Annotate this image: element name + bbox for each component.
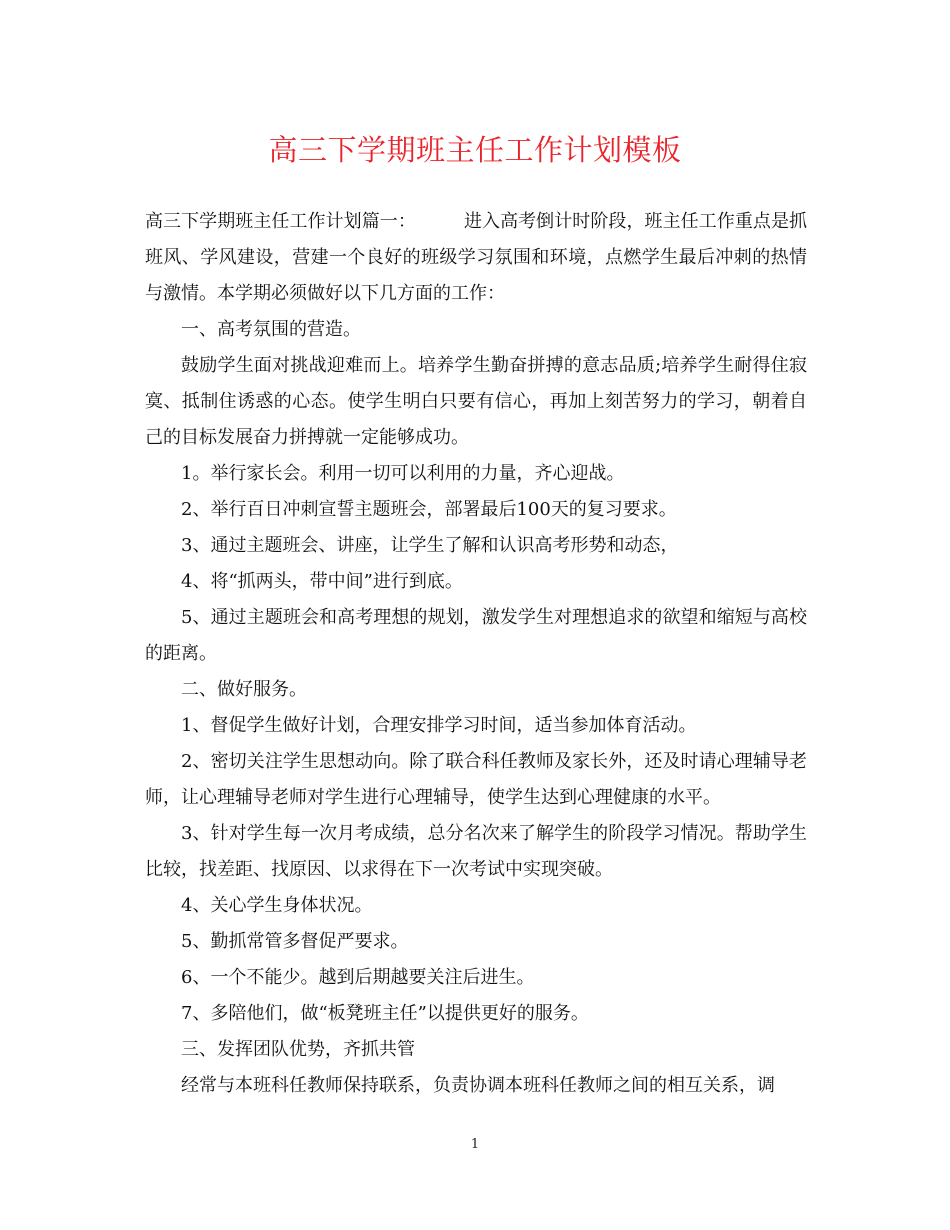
list-item: 7、多陪他们，做“板凳班主任”以提供更好的服务。	[181, 1003, 589, 1024]
intro-label: 高三下学期班主任工作计划篇一：	[145, 211, 416, 232]
list-item: 3、针对学生每一次月考成绩，总分名次来了解学生的阶段学习情况。帮助学生比较，找差距、找原因、以求得在下一次考试中实现突破。	[145, 823, 807, 880]
list-item: 5、通过主题班会和高考理想的规划，激发学生对理想追求的欲望和缩短与高校的距离。	[145, 607, 807, 664]
document-body	[145, 204, 807, 1104]
intro-text: 进入高考倒计时阶段，班主任工作重点是抓班风、学风建设，营建一个良好的班级学习氛围和环境，点燃学生最后冲刺的热情与激情。本学期必须做好以下几方面的工作：	[145, 211, 808, 304]
list-item: 2、密切关注学生思想动向。除了联合科任教师及家长外，还及时请心理辅导老师，让心理辅导老师对学生进行心理辅导，使学生达到心理健康的水平。	[145, 751, 807, 808]
body-paragraph: 经常与本班科任教师保持联系，负责协调本班科任教师之间的相互关系，调	[181, 1075, 775, 1096]
list-item: 6、一个不能少。越到后期越要关注后进生。	[181, 967, 535, 988]
list-item: 5、勤抓常管多督促严要求。	[181, 931, 409, 952]
list-item: 4、关心学生身体状况。	[181, 895, 373, 916]
body-paragraph: 鼓励学生面对挑战迎难而上。培养学生勤奋拼搏的意志品质;培养学生耐得住寂寞、抵制住诱惑的心态。使学生明白只要有信心，再加上刻苦努力的学习，朝着自己的目标发展奋力拼搏就一定能够成功。	[145, 355, 807, 448]
section-heading: 三、发挥团队优势，齐抓共管	[181, 1039, 415, 1060]
list-item: 1。举行家长会。利用一切可以利用的力量，齐心迎战。	[181, 463, 625, 484]
list-item: 4、将“抓两头，带中间”进行到底。	[181, 571, 463, 592]
list-item: 3、通过主题班会、讲座，让学生了解和认识高考形势和动态，	[181, 535, 679, 556]
page-number: 1	[470, 1137, 480, 1152]
section-heading: 二、做好服务。	[181, 679, 307, 700]
list-item: 1、督促学生做好计划，合理安排学习时间，适当参加体育活动。	[181, 715, 697, 736]
section-heading: 一、高考氛围的营造。	[181, 319, 361, 340]
intro-paragraph	[145, 204, 807, 312]
list-item: 2、举行百日冲刺宣誓主题班会，部署最后100天的复习要求。	[181, 499, 677, 520]
document-title: 高三下学期班主任工作计划模板	[268, 133, 682, 167]
